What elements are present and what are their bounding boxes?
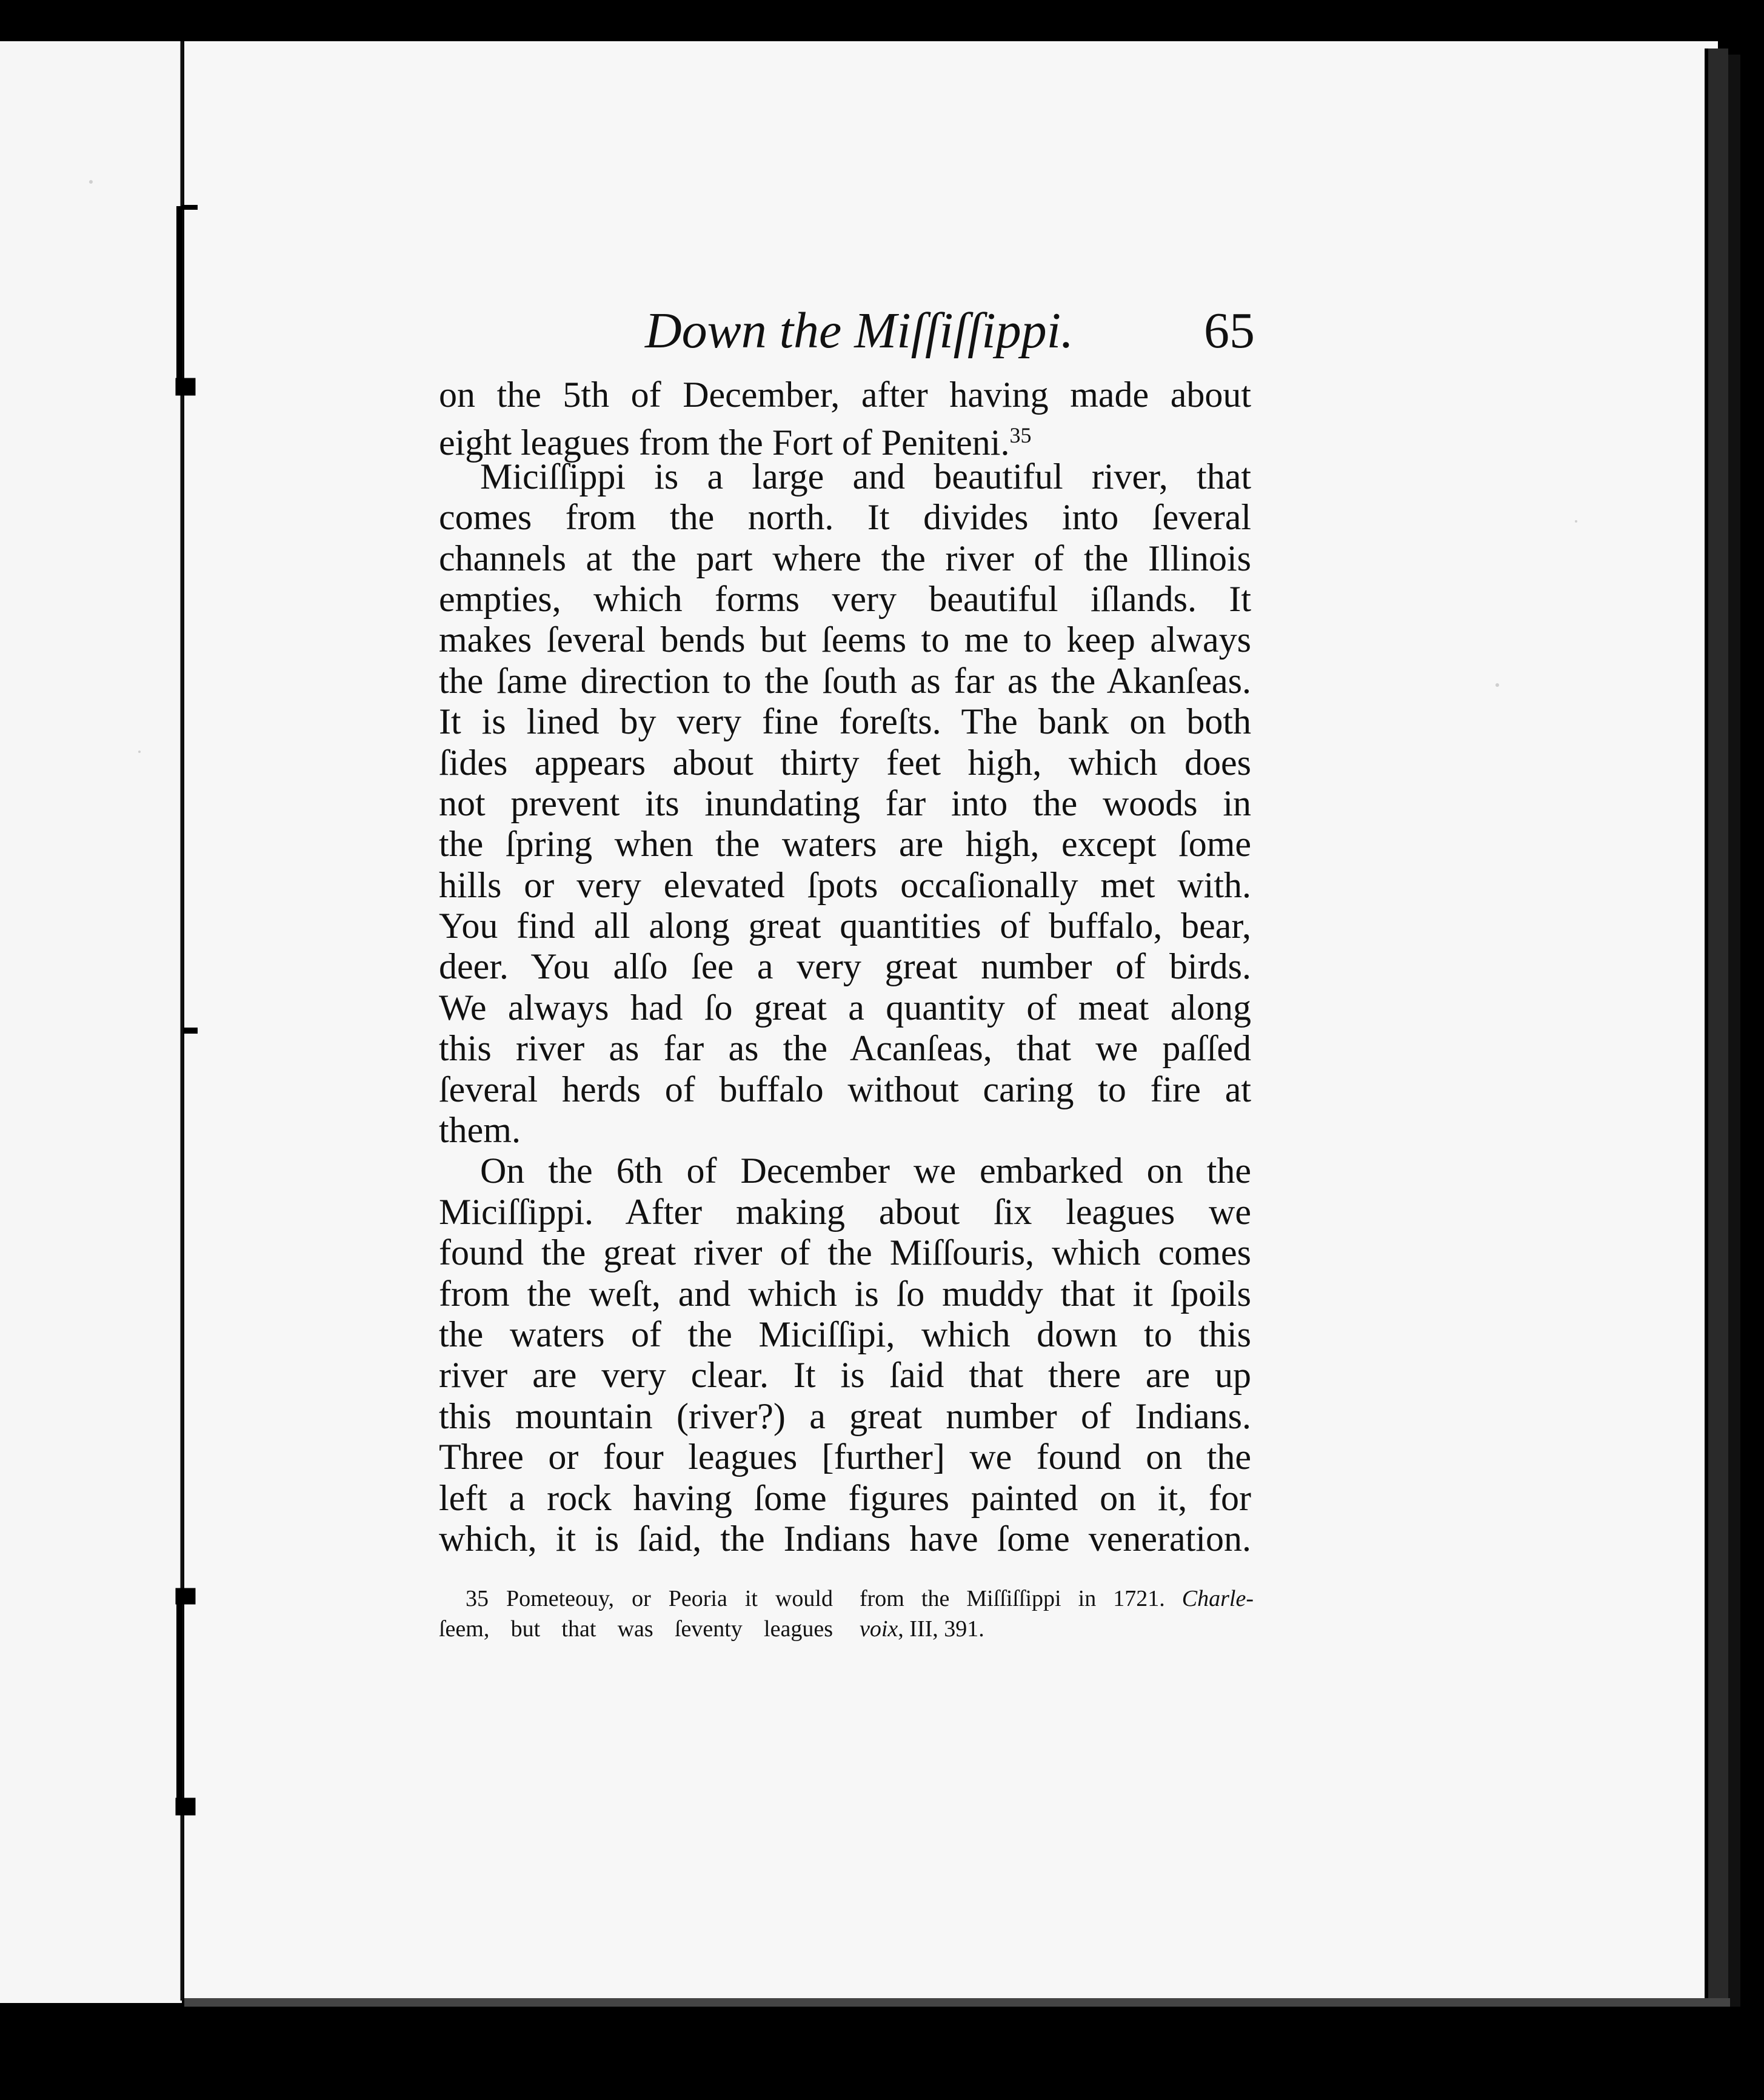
text-line: left a rock having ſome figures painted on it, for: [439, 1477, 1251, 1518]
text-line: this river as far as the Acanſeas, that we paſſed: [439, 1028, 1251, 1069]
text-line: comes from the north. It divides into ſeveral: [439, 497, 1251, 538]
text-line: not prevent its inundating far into the woods in: [439, 783, 1251, 823]
footnote-line: [860, 1583, 1254, 1614]
text-line: the waters of the Miciſſipi, which down to this: [439, 1314, 1251, 1354]
footnote-column-1: [439, 1583, 833, 1644]
text-line: river are very clear. It is ſaid that there are up: [439, 1355, 1251, 1396]
right-page-edge: [1706, 48, 1728, 2001]
text-line: deer. You alſo ſee a very great number of birds.: [439, 946, 1251, 987]
text-line: Miciſſippi is a large and beautiful river, that: [480, 456, 1251, 497]
text-line: Three or four leagues [further] we found on the: [439, 1437, 1251, 1477]
footnote-line: 35 Pometeouy, or Peoria it would: [466, 1586, 833, 1611]
footnote-citation-ref: , III, 391.: [898, 1616, 984, 1642]
text-line: the ſpring when the waters are high, except ſome: [439, 824, 1251, 864]
text-line: You find all along great quantities of buffalo, bear,: [439, 906, 1251, 946]
footnote-line: [860, 1614, 1254, 1644]
left-page-edge: [0, 41, 182, 2003]
footnote-column-2: [860, 1583, 1254, 1644]
body-text: [439, 375, 1251, 1559]
text-line: ſeveral herds of buffalo without caring to fire at: [439, 1069, 1251, 1109]
text-line: hills or very elevated ſpots occaſionally met with.: [439, 864, 1251, 905]
text-line: Miciſſippi. After making about ſix leagues we: [439, 1191, 1251, 1232]
text-line-content: eight leagues from the Fort of Peniteni.: [439, 423, 1010, 463]
text-line: this mountain (river?) a great number of Indians.: [439, 1396, 1251, 1436]
text-line: found the great river of the Miſſouris, which comes: [439, 1232, 1251, 1273]
footnote-text: from the Miſſiſſippi in 1721.: [860, 1586, 1165, 1611]
text-line: ſides appears about thirty feet high, which does: [439, 742, 1251, 783]
text-line: It is lined by very fine foreſts. The bank on both: [439, 701, 1251, 742]
text-line: them.: [439, 1110, 521, 1151]
footnote-citation-author: Charle-: [1181, 1586, 1254, 1611]
text-line: channels at the part where the river of the Illinois: [439, 538, 1251, 578]
text-line: We always had ſo great a quantity of meat along: [439, 987, 1251, 1028]
text-line: on the 5th of December, after having made about: [439, 375, 1251, 415]
page-number: 65: [1204, 302, 1255, 359]
text-line: [439, 415, 1251, 463]
text-line: makes ſeveral bends but ſeems to me to keep always: [439, 620, 1251, 660]
text-line: On the 6th of December we embarked on the: [480, 1151, 1251, 1191]
text-line: empties, which forms very beautiful iſlands. It: [439, 578, 1251, 619]
footnote-citation-author: voix: [860, 1616, 898, 1642]
footnote-line: ſeem, but that was ſeventy leagues: [439, 1616, 833, 1642]
footnote-reference: 35: [1009, 423, 1032, 448]
running-head-title: Down the Miſſiſſippi.: [645, 302, 1074, 359]
text-line: which, it is ſaid, the Indians have ſome veneration.: [439, 1518, 1251, 1559]
text-line: from the weſt, and which is ſo muddy that it ſpoils: [439, 1273, 1251, 1314]
text-line: the ſame direction to the ſouth as far as the Akanſeas.: [439, 660, 1251, 701]
